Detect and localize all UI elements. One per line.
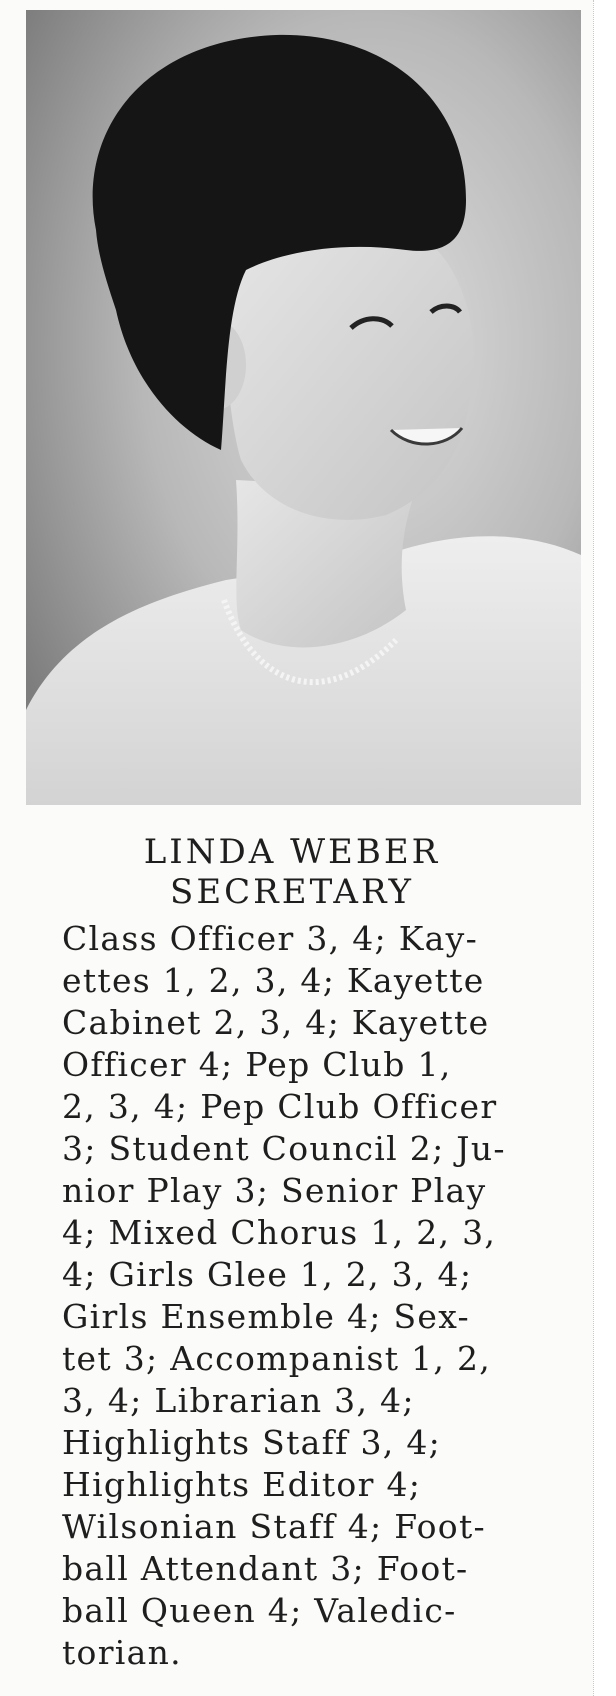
activities-line: tet 3; Accompanist 1, 2, [62, 1339, 492, 1378]
page-edge [593, 0, 616, 1696]
portrait-illustration [26, 10, 581, 805]
caption [62, 832, 582, 1674]
activities-line: Officer 4; Pep Club 1, [62, 1045, 452, 1084]
activities-line: Girls Ensemble 4; Sex- [62, 1297, 470, 1336]
activities-line: 3, 4; Librarian 3, 4; [62, 1381, 415, 1420]
activities-line: ball Queen 4; Valedic- [62, 1591, 457, 1630]
activities-line: Wilsonian Staff 4; Foot- [62, 1507, 486, 1546]
student-office: SECRETARY [170, 872, 414, 912]
activities-line: Highlights Staff 3, 4; [62, 1423, 442, 1462]
activities-line: 2, 3, 4; Pep Club Officer [62, 1087, 498, 1126]
activities-line: Cabinet 2, 3, 4; Kayette [62, 1003, 490, 1042]
activities-line: Class Officer 3, 4; Kay- [62, 919, 479, 958]
activities-line: 4; Girls Glee 1, 2, 3, 4; [62, 1255, 473, 1294]
activities-line: nior Play 3; Senior Play [62, 1171, 487, 1210]
activities-line: 3; Student Council 2; Ju- [62, 1129, 506, 1168]
student-name: LINDA WEBER [143, 832, 441, 872]
activities-line: ball Attendant 3; Foot- [62, 1549, 469, 1588]
activities-line: Highlights Editor 4; [62, 1465, 422, 1504]
activities-line: ettes 1, 2, 3, 4; Kayette [62, 961, 485, 1000]
activities-line: torian. [62, 1633, 182, 1672]
activities-text [62, 918, 582, 1674]
activities-line: 4; Mixed Chorus 1, 2, 3, [62, 1213, 497, 1252]
portrait-photo [26, 10, 581, 805]
